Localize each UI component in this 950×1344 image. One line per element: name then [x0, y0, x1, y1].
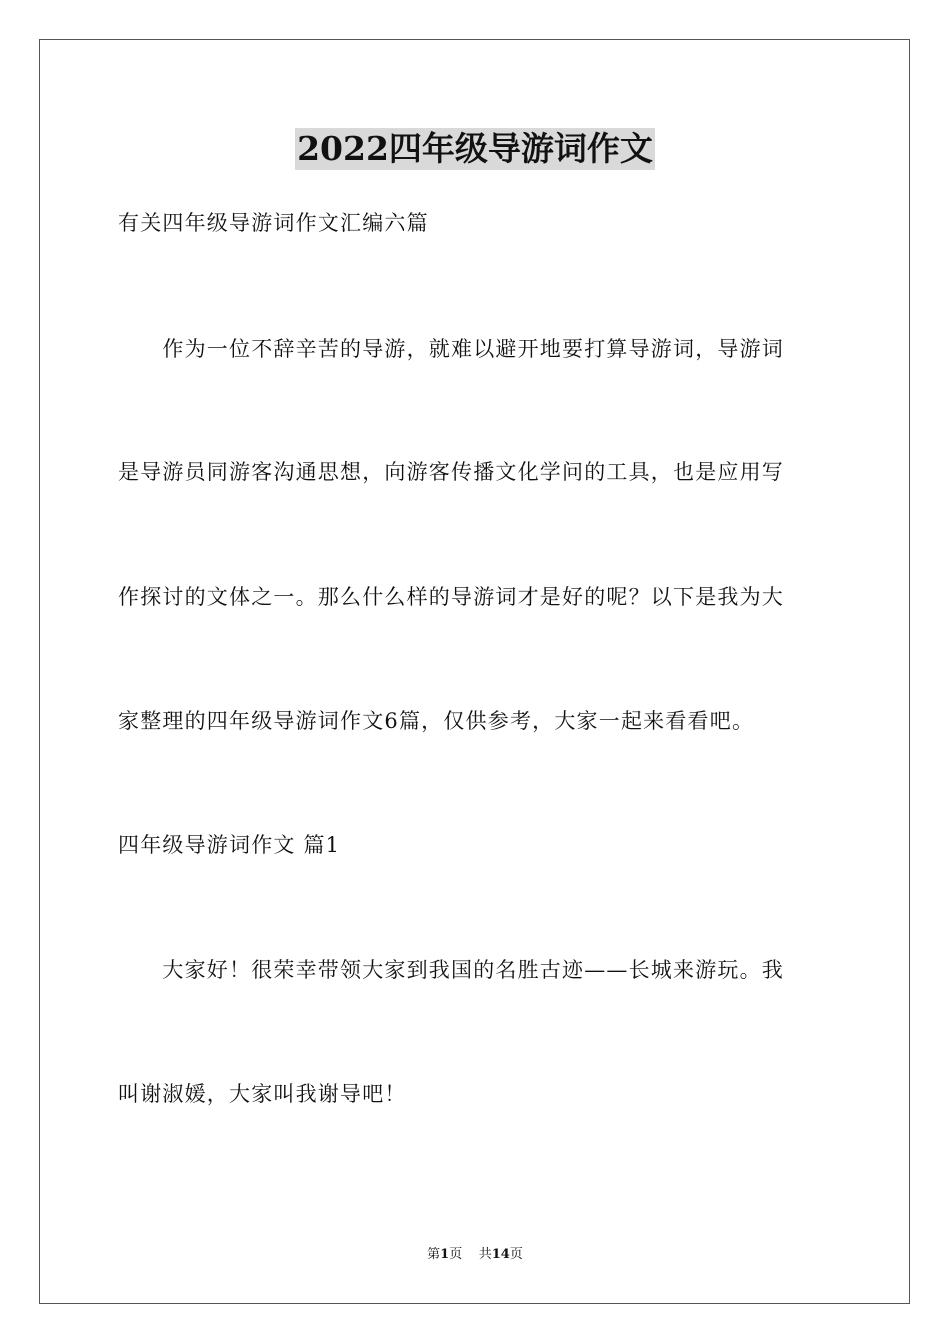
body-line-2: 叫谢淑媛，大家叫我谢导吧！ [118, 1082, 407, 1106]
document-title: 2022四年级导游词作文 [297, 129, 653, 168]
footer-page-suffix: 页 [449, 1247, 463, 1262]
footer-total-pages: 14 [491, 1247, 510, 1262]
intro-line-3: 作探讨的文体之一。那么什么样的导游词才是好的呢？以下是我为大 [118, 585, 784, 609]
section-heading: 四年级导游词作文 篇1 [118, 833, 341, 857]
page-footer [0, 1246, 950, 1264]
footer-total-prefix: 共 [478, 1247, 492, 1262]
intro-line-1: 作为一位不辞辛苦的导游，就难以避开地要打算导游词，导游词 [118, 337, 784, 361]
document-title-wrapper [0, 128, 950, 170]
intro-line-2: 是导游员同游客沟通思想，向游客传播文化学问的工具，也是应用写 [118, 460, 784, 484]
document-subtitle: 有关四年级导游词作文汇编六篇 [118, 211, 429, 235]
footer-page-prefix: 第 [427, 1247, 441, 1262]
footer-page-number: 1 [440, 1247, 450, 1262]
footer-total-suffix: 页 [509, 1247, 523, 1262]
intro-line-4: 家整理的四年级导游词作文6篇，仅供参考，大家一起来看看吧。 [118, 709, 755, 733]
body-line-1: 大家好！很荣幸带领大家到我国的名胜古迹——长城来游玩。我 [118, 958, 784, 982]
